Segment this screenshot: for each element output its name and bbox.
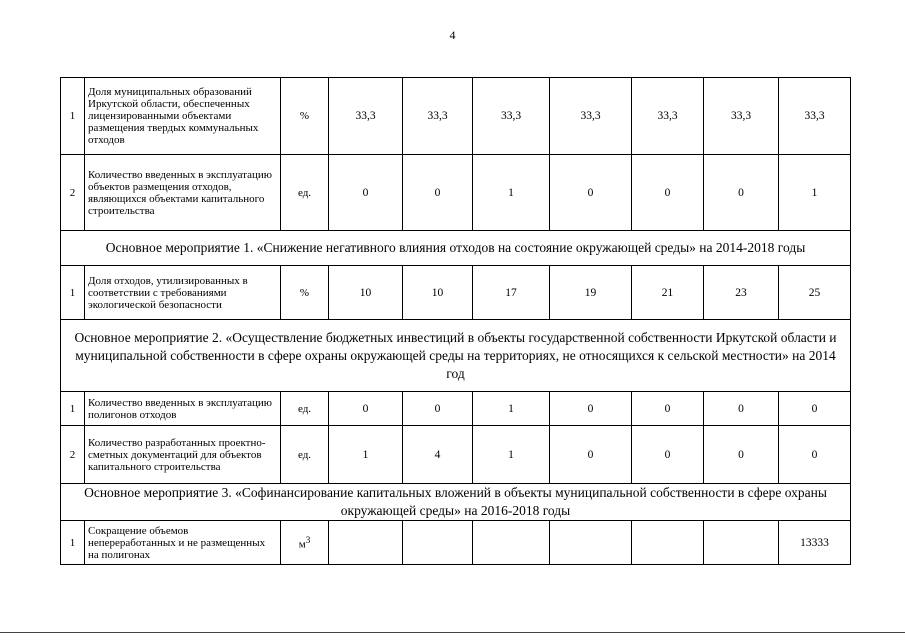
value-cell <box>704 521 779 565</box>
table-row <box>61 155 851 231</box>
value-cell <box>473 521 550 565</box>
value-cell: 25 <box>779 266 851 320</box>
table-row <box>61 426 851 484</box>
page-number: 4 <box>449 28 456 42</box>
unit-cell <box>281 521 329 565</box>
value-cell: 0 <box>550 426 632 484</box>
section-row <box>61 484 851 521</box>
table-row <box>61 521 851 565</box>
indicator-name: Количество введенных в эксплуатацию полигонов отходов <box>85 392 281 426</box>
value-cell: 33,3 <box>632 78 704 155</box>
value-cell <box>632 521 704 565</box>
value-cell: 33,3 <box>403 78 473 155</box>
value-cell: 0 <box>403 392 473 426</box>
value-cell: 0 <box>329 392 403 426</box>
value-cell: 1 <box>473 155 550 231</box>
value-cell: 0 <box>779 392 851 426</box>
value-cell: 19 <box>550 266 632 320</box>
value-cell: 0 <box>550 155 632 231</box>
value-cell: 0 <box>403 155 473 231</box>
value-cell: 0 <box>779 426 851 484</box>
value-cell: 33,3 <box>704 78 779 155</box>
section-title: Основное мероприятие 2. «Осуществление бюджетных инвестиций в объекты государственной собственности Иркутской области и муниципальной собственности в сфере охраны окружающей среды на территориях, не относящихся к сельской местности» на 2014 год <box>61 320 851 392</box>
table-row <box>61 266 851 320</box>
unit-superscript: 3 <box>305 535 311 546</box>
unit-cell: ед. <box>281 155 329 231</box>
value-cell: 0 <box>704 155 779 231</box>
value-cell: 13333 <box>779 521 851 565</box>
value-cell: 0 <box>329 155 403 231</box>
value-cell: 0 <box>632 155 704 231</box>
row-number: 2 <box>61 426 85 484</box>
indicator-name: Доля муниципальных образований Иркутской области, обеспеченных лицензированными объектами размещения твердых коммунальных отходов <box>85 78 281 155</box>
table-row <box>61 78 851 155</box>
value-cell: 33,3 <box>329 78 403 155</box>
section-title: Основное мероприятие 1. «Снижение негативного влияния отходов на состояние окружающей среды» на 2014-2018 годы <box>61 231 851 266</box>
value-cell: 1 <box>473 426 550 484</box>
section-row <box>61 320 851 392</box>
page-bottom-line <box>0 632 905 633</box>
section-row <box>61 231 851 266</box>
value-cell: 17 <box>473 266 550 320</box>
unit-cell: ед. <box>281 426 329 484</box>
value-cell: 10 <box>329 266 403 320</box>
value-cell: 23 <box>704 266 779 320</box>
value-cell: 0 <box>550 392 632 426</box>
table-row <box>61 392 851 426</box>
row-number: 1 <box>61 266 85 320</box>
value-cell: 0 <box>704 392 779 426</box>
value-cell: 10 <box>403 266 473 320</box>
unit-cell: % <box>281 266 329 320</box>
value-cell: 33,3 <box>473 78 550 155</box>
value-cell: 0 <box>704 426 779 484</box>
value-cell: 33,3 <box>779 78 851 155</box>
section-title: Основное мероприятие 3. «Софинансирование капитальных вложений в объекты муниципальной собственности в сфере охраны окружающей среды» на 2016-2018 годы <box>61 484 851 521</box>
value-cell: 4 <box>403 426 473 484</box>
value-cell: 33,3 <box>550 78 632 155</box>
row-number: 1 <box>61 521 85 565</box>
value-cell: 1 <box>473 392 550 426</box>
value-cell: 1 <box>779 155 851 231</box>
row-number: 2 <box>61 155 85 231</box>
indicator-name: Количество разработанных проектно-сметных документаций для объектов капитального строительства <box>85 426 281 484</box>
indicator-name: Количество введенных в эксплуатацию объектов размещения отходов, являющихся объектами капитального строительства <box>85 155 281 231</box>
value-cell <box>329 521 403 565</box>
value-cell: 21 <box>632 266 704 320</box>
unit-base: м <box>298 538 306 551</box>
value-cell: 1 <box>329 426 403 484</box>
indicator-name: Сокращение объемов непереработанных и не размещенных на полигонах <box>85 521 281 565</box>
value-cell: 0 <box>632 392 704 426</box>
indicators-table <box>60 77 851 565</box>
value-cell <box>550 521 632 565</box>
row-number: 1 <box>61 392 85 426</box>
value-cell: 0 <box>632 426 704 484</box>
indicator-name: Доля отходов, утилизированных в соответствии с требованиями экологической безопасности <box>85 266 281 320</box>
row-number: 1 <box>61 78 85 155</box>
unit-cell: ед. <box>281 392 329 426</box>
unit-cell: % <box>281 78 329 155</box>
value-cell <box>403 521 473 565</box>
